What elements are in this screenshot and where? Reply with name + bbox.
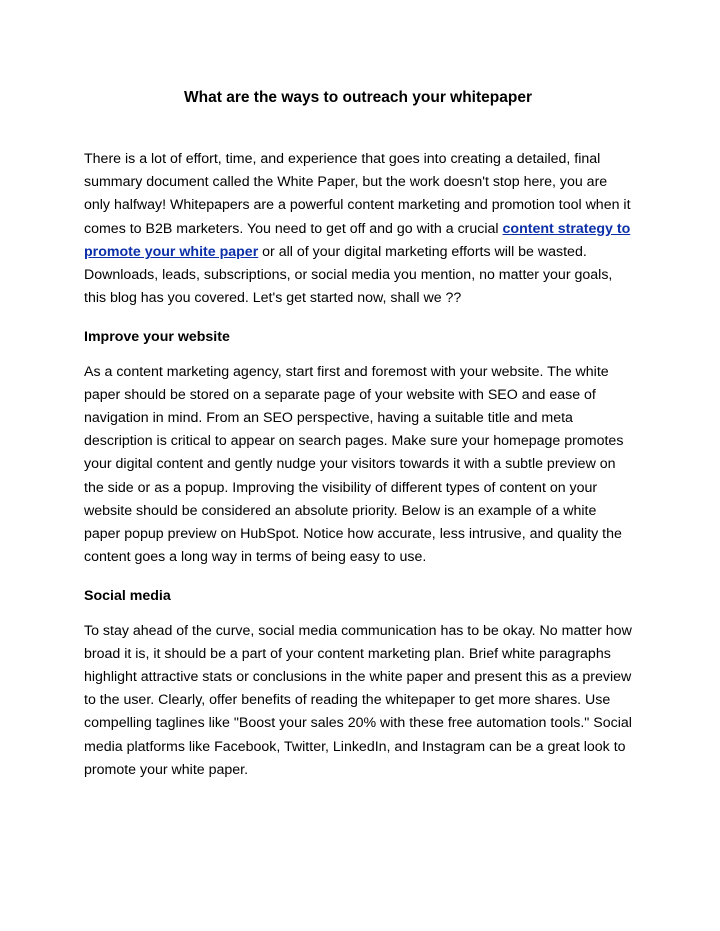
- document-title: What are the ways to outreach your whitepaper: [184, 89, 532, 106]
- intro-text-before-link: There is a lot of effort, time, and experience that goes into creating a detailed, final summary document called the White Paper, but the work doesn't stop here, you are only halfway! Whitepapers are a powerful content marketing and promotion tool when it comes to B2B marketers. You need to get off and go with a crucial: [84, 151, 631, 237]
- content-strategy-link[interactable]: content strategy to promote your white paper: [84, 220, 631, 260]
- section-heading-improve-website: Improve your website: [84, 329, 230, 346]
- intro-paragraph: [84, 148, 632, 310]
- section-body-improve-website: As a content marketing agency, start first and foremost with your website. The white paper should be stored on a separate page of your website with SEO and ease of navigation in mind. From an SEO perspective, having a suitable title and meta description is critical to appear on search pages. Make sure your homepage promotes your digital content and gently nudge your visitors towards it with a subtle preview on the side or as a popup. Improving the visibility of different types of content on your website should be considered an absolute priority. Below is an example of a white paper popup preview on HubSpot. Notice how accurate, less intrusive, and quality the content goes a long way in terms of being easy to use.: [84, 363, 624, 566]
- section-heading-social-media: Social media: [84, 588, 171, 605]
- intro-text-after-link: or all of your digital marketing efforts will be wasted. Downloads, leads, subscriptions, or social media you mention, no matter your goals, this blog has you covered. Let's get started now, shall we ??: [84, 243, 613, 307]
- section-body-social-media: To stay ahead of the curve, social media communication has to be okay. No matter how broad it is, it should be a part of your content marketing plan. Brief white paragraphs highlight attractive stats or conclusions in the white paper and present this as a preview to the user. Clearly, offer benefits of reading the whitepaper to get more shares. Use compelling taglines like "Boost your sales 20% with these free automation tools." Social media platforms like Facebook, Twitter, LinkedIn, and Instagram can be a great look to promote your white paper.: [84, 622, 632, 778]
